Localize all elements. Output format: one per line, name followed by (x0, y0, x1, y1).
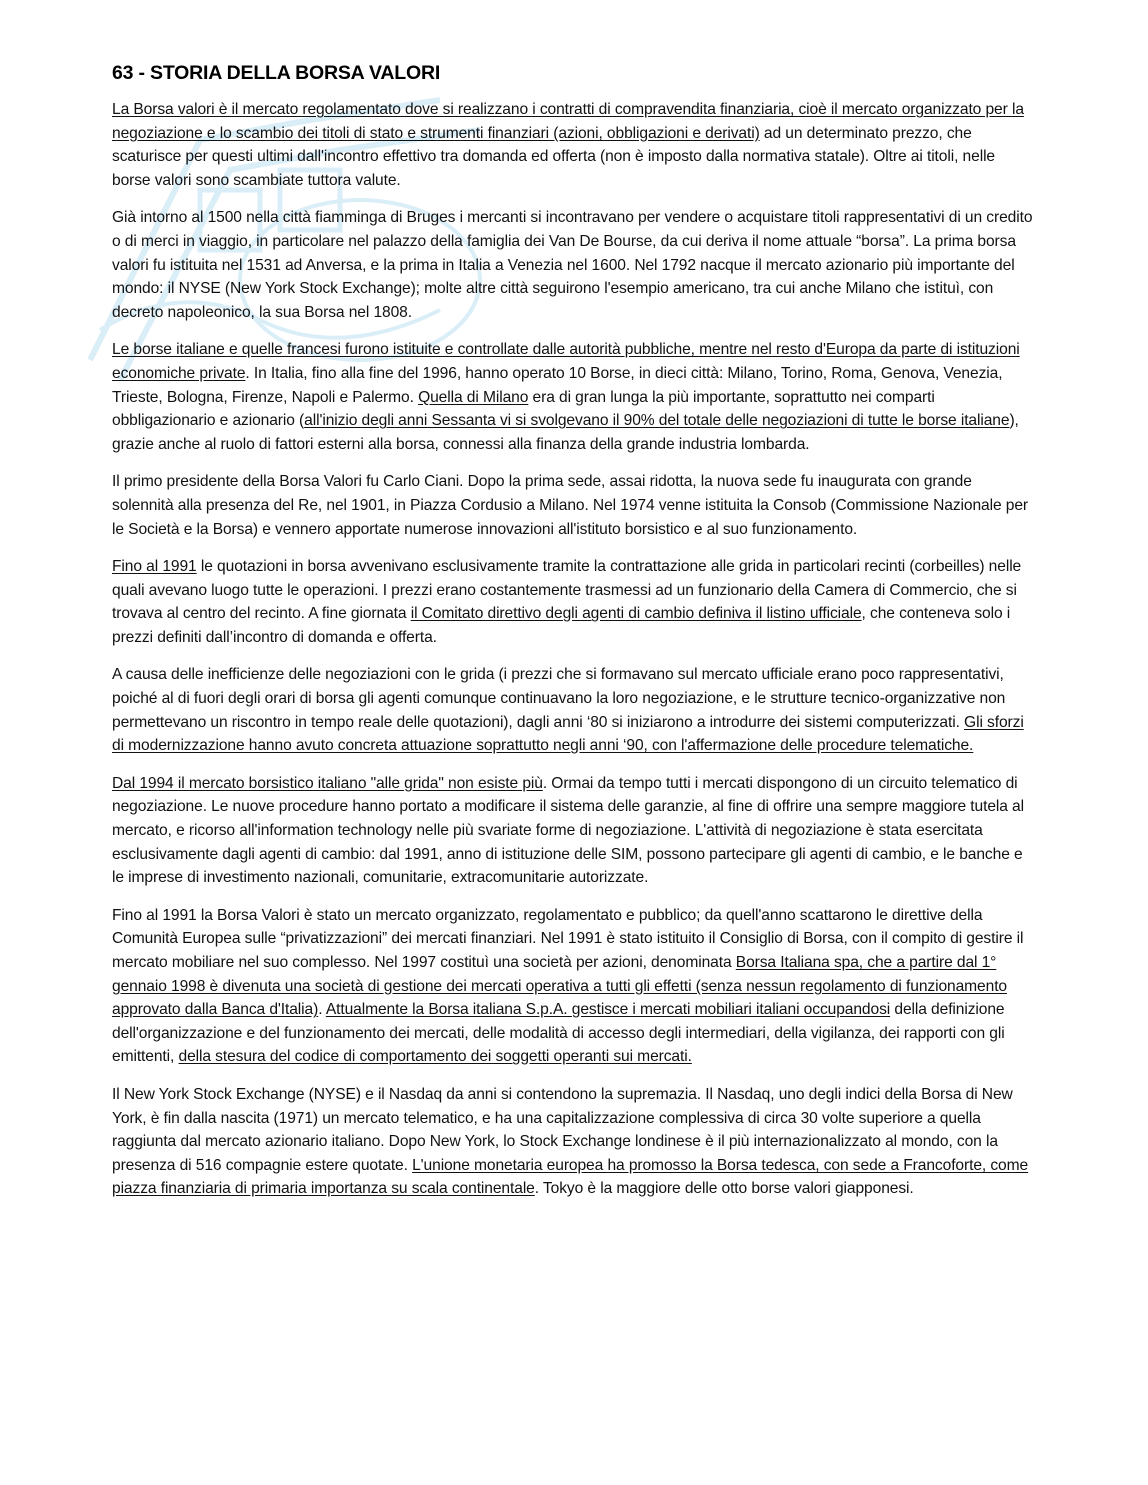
underlined-text: all'inizio degli anni Sessanta vi si svolgevano il 90% del totale delle negoziazioni di tutte le borse italiane (304, 412, 1010, 430)
body-text: Già intorno al 1500 nella città fiamminga di Bruges i mercanti si incontravano per vendere o acquistare titoli rappresentativi di un credito o di merci in viaggio, in particolare nel palazzo della famiglia dei Van De Bourse, da cui deriva il nome attuale “borsa”. La prima borsa valori fu istituita nel 1531 ad Anversa, e la prima in Italia a Venezia nel 1600. Nel 1792 nacque il mercato azionario più importante del mondo: il NYSE (New York Stock Exchange); molte altre città seguirono l'esempio americano, tra cui anche Milano che istituì, con decreto napoleonico, la sua Borsa nel 1808. (112, 209, 1033, 321)
body-text: Il primo presidente della Borsa Valori fu Carlo Ciani. Dopo la prima sede, assai ridotta, la nuova sede fu inaugurata con grande solennità alla presenza del Re, nel 1901, in Piazza Cordusio a Milano. Nel 1974 venne istituita la Consob (Commissione Nazionale per le Società e la Borsa) e vennero apportate numerose innovazioni all'istituto borsistico e al suo funzionamento. (112, 473, 1029, 538)
underlined-text: Attualmente la Borsa italiana S.p.A. gestisce i mercati mobiliari italiani occupandosi (325, 1001, 891, 1019)
body-text: Il New York Stock Exchange (NYSE) e il Nasdaq da anni si contendono la supremazia. Il Nasdaq, uno degli indici della Borsa di New York, è fin dalla nascita (1971) un mercato telematico, e ha una capitalizzazione complessiva di circa 30 volte superiore a quella raggiunta dal mercato azionario italiano. Dopo New York, lo Stock Exchange londinese è il più internazionalizzato al mondo, con la presenza di 516 compagnie estere quotate. (112, 1085, 1013, 1174)
document-page (112, 62, 1037, 1215)
body-text: era di gran lunga la più importante, soprattutto nei comparti obbligazionario e azionario ( (112, 388, 935, 430)
body-text: ), grazie anche al ruolo di fattori esterni alla borsa, connessi alla finanza della grande industria lombarda. (112, 412, 1019, 453)
underlined-text: Gli sforzi di modernizzazione hanno avuto concreta attuazione soprattutto negli anni ‘90, con l'affermazione delle procedure telematiche. (112, 713, 1024, 755)
paragraph (112, 904, 1037, 1069)
paragraph (112, 1083, 1037, 1201)
paragraph (112, 663, 1037, 757)
body-text: . In Italia, fino alla fine del 1996, hanno operato 10 Borse, in dieci città: Milano, Torino, Roma, Genova, Venezia, Trieste, Bologna, Firenze, Napoli e Palermo. (112, 364, 1003, 406)
body-text: Fino al 1991 la Borsa Valori è stato un mercato organizzato, regolamentato e pubblico; da quell'anno scattarono le direttive della Comunità Europea sulle “privatizzazioni” dei mercati finanziari. Nel 1991 è stato istituito il Consiglio di Borsa, con il compito di gestire il mercato mobiliare nel suo complesso. Nel 1997 costituì una società per azioni, denominata (112, 906, 1024, 971)
underlined-text: Borsa Italiana spa, che a partire dal 1° gennaio 1998 è divenuta una società di gestione dei mercati operativa a tutti gli effetti (senza nessun regolamento di funzionamento approvato dalla Banca d'Italia) (112, 954, 1008, 1019)
underlined-text: Le borse italiane e quelle francesi furono istituite e controllate dalle autorità pubbliche, mentre nel resto d'Europa da parte di istituzioni economiche private (112, 341, 1020, 382)
paragraph (112, 338, 1037, 456)
paragraph (112, 470, 1037, 541)
body-text: . (318, 1001, 326, 1019)
underlined-text: L'unione monetaria europea ha promosso la Borsa tedesca, con sede a Francoforte, come piazza finanziaria di primaria importanza su scala continentale (112, 1156, 1029, 1198)
body-text: ad un determinato prezzo, che scaturisce per questi ultimi dall'incontro effettivo tra domanda ed offerta (non è imposto dalla normativa statale). Oltre ai titoli, nelle borse valori sono scambiate tuttora valute. (112, 124, 996, 189)
underlined-text: il Comitato direttivo degli agenti di cambio definiva il listino ufficiale (410, 605, 862, 623)
body-text: . Ormai da tempo tutti i mercati dispongono di un circuito telematico di negoziazione. Le nuove procedure hanno portato a modificare il sistema delle garanzie, al fine di offrire una sempre maggiore tutela al mercato, e ricorso all'information technology nelle più svariate forme di negoziazione. L'attività di negoziazione è stata esercitata esclusivamente dagli agenti di cambio: dal 1991, anno di istituzione delle SIM, possono partecipare gli agenti di cambio, e le banche e le imprese di investimento nazionali, comunitarie, extracomunitarie autorizzate. (112, 774, 1024, 887)
body-text: A causa delle inefficienze delle negoziazioni con le grida (i prezzi che si formavano sul mercato ufficiale erano poco rappresentativi, poiché al di fuori degli orari di borsa gli agenti comunque continuavano la loro negoziazione, e le strutture tecnico-organizzative non permettevano un riscontro in tempo reale delle quotazioni), dagli anni ‘80 si iniziarono a introdurre dei sistemi computerizzati. (112, 666, 1006, 731)
body-text: della definizione dell'organizzazione e del funzionamento dei mercati, delle modalità di accesso degli intermediari, della vigilanza, dei rapporti con gli emittenti, (112, 1001, 1005, 1066)
paragraph (112, 98, 1037, 192)
document-title: 63 - STORIA DELLA BORSA VALORI (112, 62, 441, 84)
underlined-text: Quella di Milano (418, 388, 529, 406)
body-text: . Tokyo è la maggiore delle otto borse valori giapponesi. (534, 1180, 914, 1198)
underlined-text: della stesura del codice di comportamento dei soggetti operanti sui mercati. (178, 1048, 692, 1066)
body-text: , che conteneva solo i prezzi definiti dall’incontro di domanda e offerta. (112, 605, 1011, 646)
underlined-text: Dal 1994 il mercato borsistico italiano "alle grida" non esiste più (112, 774, 543, 792)
underlined-text: La Borsa valori è il mercato regolamentato dove si realizzano i contratti di compravendita finanziaria, cioè il mercato organizzato per la negoziazione e lo scambio dei titoli di stato e strumenti finanziari (azioni, obbligazioni e derivati) (112, 101, 1024, 142)
paragraph (112, 772, 1037, 890)
document-body (112, 98, 1037, 1201)
underlined-text: Fino al 1991 (112, 558, 197, 576)
paragraph (112, 206, 1037, 324)
body-text: le quotazioni in borsa avvenivano esclusivamente tramite la contrattazione alle grida in particolari recinti (corbeilles) nelle quali avevano luogo tutte le operazioni. I prezzi erano costantemente trasmessi ad un funzionario della Camera di Commercio, che si trovava al centro del recinto. A fine giornata (112, 558, 1022, 623)
paragraph (112, 555, 1037, 649)
